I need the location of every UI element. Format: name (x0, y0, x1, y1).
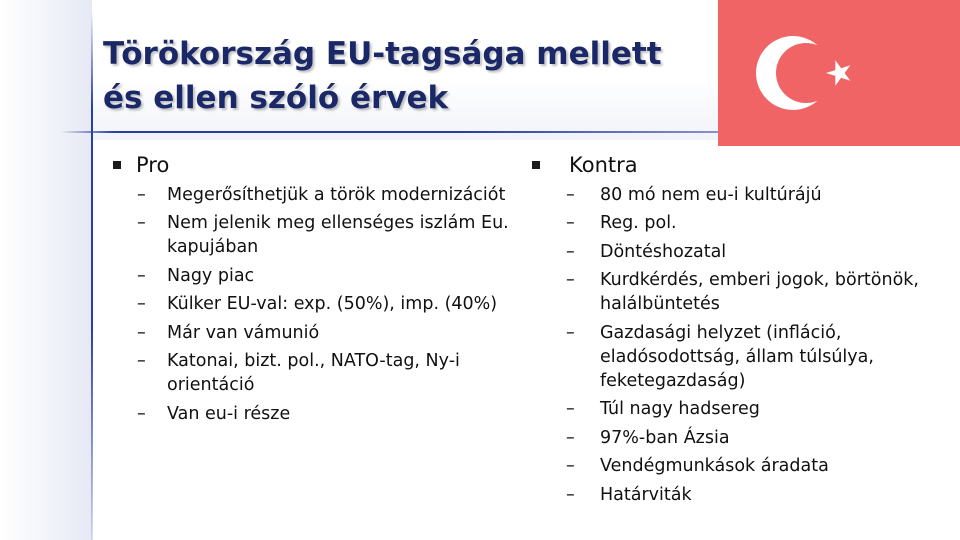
title-line-1: Törökország EU-tagsága mellett (103, 36, 662, 72)
list-item (113, 321, 523, 345)
list-item (113, 183, 523, 207)
list-item-text: Külker EU-val: exp. (50%), imp. (40%) (167, 294, 498, 314)
list-item (532, 426, 952, 450)
list-item-text: Már van vámunió (167, 322, 320, 343)
dash-bullet: – (566, 484, 575, 505)
pro-heading (113, 148, 523, 182)
list-item (113, 292, 523, 316)
turkish-flag-icon (718, 0, 960, 146)
list-item-text: Döntéshozatal (600, 241, 727, 262)
kontra-heading-label: Kontra (569, 153, 638, 177)
kontra-column (532, 148, 952, 507)
list-item-text: Gazdasági helyzet (infláció, eladósodottság, állam túlsúlya, feketegazdaság) (600, 322, 874, 391)
list-item-text: Megerősíthetjük a török modernizációt (167, 184, 506, 205)
kontra-heading (532, 148, 952, 182)
list-item-text: Nagy piac (167, 265, 255, 286)
list-item-text: 97%-ban Ázsia (600, 427, 730, 448)
list-item-text: Határviták (600, 484, 692, 505)
list-item (532, 211, 952, 235)
square-bullet-icon (532, 161, 540, 169)
list-item (113, 349, 523, 397)
dash-bullet: – (137, 403, 146, 424)
dash-bullet: – (137, 184, 146, 205)
crescent-star-icon (718, 0, 960, 146)
list-item (532, 483, 952, 507)
slide-title (103, 32, 713, 120)
dash-bullet: – (566, 399, 575, 419)
dash-bullet: – (566, 241, 575, 262)
dash-bullet: – (137, 213, 146, 233)
pro-heading-label: Pro (136, 153, 170, 177)
list-item (113, 211, 523, 259)
list-item (532, 454, 952, 478)
list-item-text: Vendégmunkások áradata (600, 456, 829, 476)
list-item-text: Reg. pol. (600, 213, 677, 233)
pro-list (113, 183, 523, 426)
list-item-text: Katonai, bizt. pol., NATO-tag, Ny-i orientáció (167, 351, 460, 395)
left-decor-band (0, 0, 92, 540)
dash-bullet: – (137, 265, 146, 286)
list-item-text: Nem jelenik meg ellenséges iszlám Eu. kapujában (167, 213, 509, 257)
list-item (532, 240, 952, 264)
dash-bullet: – (566, 270, 575, 290)
dash-bullet: – (566, 213, 575, 233)
list-item-text: Túl nagy hadsereg (600, 399, 760, 419)
dash-bullet: – (137, 322, 146, 343)
list-item-text: Van eu-i része (167, 403, 291, 424)
list-item (113, 264, 523, 288)
title-line-2: és ellen szóló érvek (103, 80, 449, 116)
vertical-accent-line (91, 12, 93, 540)
pro-column (113, 148, 523, 426)
square-bullet-icon (113, 161, 121, 169)
list-item (532, 183, 952, 207)
list-item (532, 268, 952, 316)
list-item-text: 80 mó nem eu-i kultúrájú (600, 184, 822, 205)
dash-bullet: – (566, 456, 575, 476)
list-item (113, 402, 523, 426)
list-item-text: Kurdkérdés, emberi jogok, börtönök, halálbüntetés (600, 270, 919, 314)
kontra-list (532, 183, 952, 507)
dash-bullet: – (566, 427, 575, 448)
list-item (532, 321, 952, 393)
dash-bullet: – (566, 322, 575, 343)
dash-bullet: – (137, 294, 146, 314)
list-item (532, 397, 952, 421)
dash-bullet: – (137, 351, 146, 371)
dash-bullet: – (566, 184, 575, 205)
